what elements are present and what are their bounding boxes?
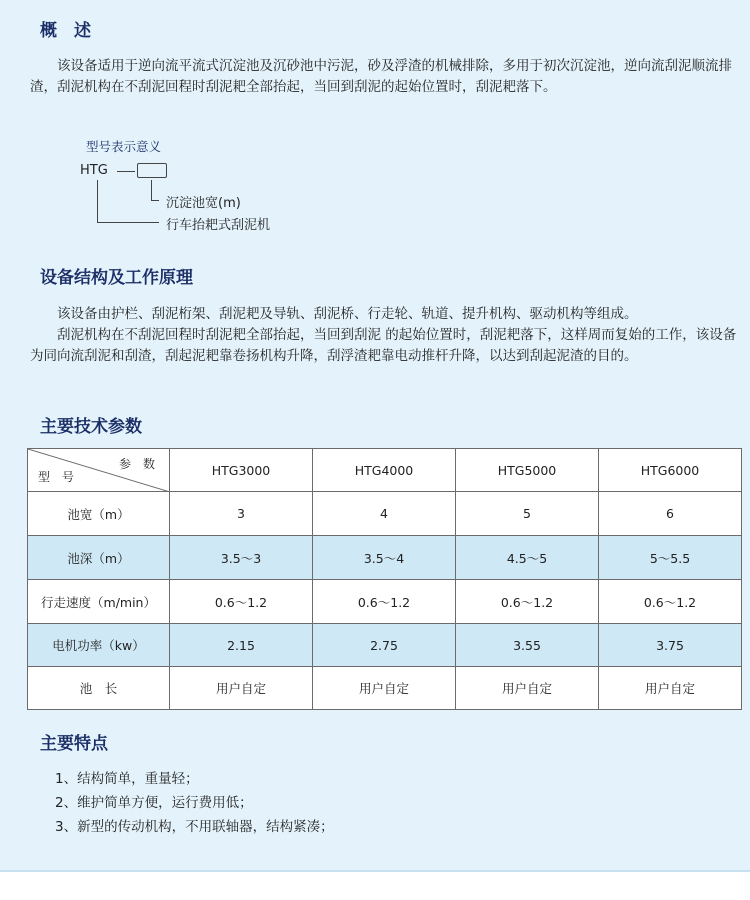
row-label: 池深（m） bbox=[28, 536, 170, 580]
table-cell: 5 bbox=[456, 492, 599, 536]
model-dash bbox=[117, 171, 135, 172]
table-row bbox=[28, 580, 742, 624]
row-label: 池 长 bbox=[28, 667, 170, 710]
table-header-row bbox=[28, 449, 742, 492]
table-cell: 4 bbox=[313, 492, 456, 536]
table-cell: 2.75 bbox=[313, 624, 456, 667]
table-cell: 用户自定 bbox=[313, 667, 456, 710]
model-header: HTG5000 bbox=[456, 449, 599, 492]
table-cell: 6 bbox=[599, 492, 742, 536]
structure-title: 设备结构及工作原理 bbox=[40, 268, 193, 288]
structure-paragraph-2: 刮泥机构在不刮泥回程时刮泥耙全部抬起，当回到刮泥 的起始位置时，刮泥耙落下，这样周而复始的工作，该设备为同向流刮泥和刮渣，刮起泥耙靠卷扬机构升降，刮浮渣耙靠电动推杆升降，以达到刮起泥渣的目的。 bbox=[30, 327, 737, 364]
overview-title: 概 述 bbox=[40, 21, 91, 41]
model-header: HTG4000 bbox=[313, 449, 456, 492]
table-row bbox=[28, 492, 742, 536]
corner-cell bbox=[28, 449, 170, 492]
model-label-type: 行车抬耙式刮泥机 bbox=[166, 218, 271, 233]
table-cell: 4.5～5 bbox=[456, 536, 599, 580]
list-item: 2、维护简单方便，运行费用低； bbox=[55, 795, 253, 811]
corner-label-params: 参 数 bbox=[118, 457, 155, 471]
connector-line bbox=[97, 180, 98, 222]
table-cell: 3 bbox=[170, 492, 313, 536]
table-cell: 用户自定 bbox=[599, 667, 742, 710]
table-cell: 0.6～1.2 bbox=[313, 580, 456, 624]
corner-label-model: 型 号 bbox=[38, 470, 75, 484]
structure-paragraph-1: 该设备由护栏、刮泥桁架、刮泥耙及导轨、刮泥桥、行走轮、轨道、提升机构、驱动机构等组成。 bbox=[57, 306, 638, 322]
model-caption: 型号表示意义 bbox=[86, 139, 162, 154]
connector-line bbox=[151, 200, 159, 201]
features-title: 主要特点 bbox=[40, 734, 108, 754]
table-cell: 5～5.5 bbox=[599, 536, 742, 580]
list-item: 1、结构简单，重量轻； bbox=[55, 771, 199, 787]
model-prefix: HTG bbox=[80, 163, 108, 178]
connector-line bbox=[97, 222, 159, 223]
table-cell: 3.5～4 bbox=[313, 536, 456, 580]
table-cell: 3.55 bbox=[456, 624, 599, 667]
table-row bbox=[28, 667, 742, 710]
params-title: 主要技术参数 bbox=[40, 417, 142, 437]
table-cell: 0.6～1.2 bbox=[456, 580, 599, 624]
table-cell: 3.75 bbox=[599, 624, 742, 667]
row-label: 池宽（m） bbox=[28, 492, 170, 536]
list-item: 3、新型的传动机构，不用联轴器，结构紧凑； bbox=[55, 819, 334, 835]
table-row bbox=[28, 624, 742, 667]
features-list bbox=[55, 767, 334, 839]
table-row bbox=[28, 536, 742, 580]
overview-paragraph: 该设备适用于逆向流平流式沉淀池及沉砂池中污泥，砂及浮渣的机械排除，多用于初次沉淀池，逆向流刮泥顺流排渣，刮泥机构在不刮泥回程时刮泥耙全部抬起，当回到刮泥的起始位置时，刮泥耙落下。 bbox=[30, 58, 732, 95]
table-cell: 用户自定 bbox=[170, 667, 313, 710]
model-width-box bbox=[137, 163, 167, 178]
model-header: HTG3000 bbox=[170, 449, 313, 492]
table-cell: 0.6～1.2 bbox=[170, 580, 313, 624]
model-label-width: 沉淀池宽(m) bbox=[166, 196, 241, 211]
table-cell: 用户自定 bbox=[456, 667, 599, 710]
table-cell: 3.5～3 bbox=[170, 536, 313, 580]
spec-table bbox=[27, 448, 742, 710]
row-label: 电机功率（kw） bbox=[28, 624, 170, 667]
row-label: 行走速度（m/min） bbox=[28, 580, 170, 624]
connector-line bbox=[151, 180, 152, 200]
table-cell: 2.15 bbox=[170, 624, 313, 667]
model-header: HTG6000 bbox=[599, 449, 742, 492]
table-cell: 0.6～1.2 bbox=[599, 580, 742, 624]
